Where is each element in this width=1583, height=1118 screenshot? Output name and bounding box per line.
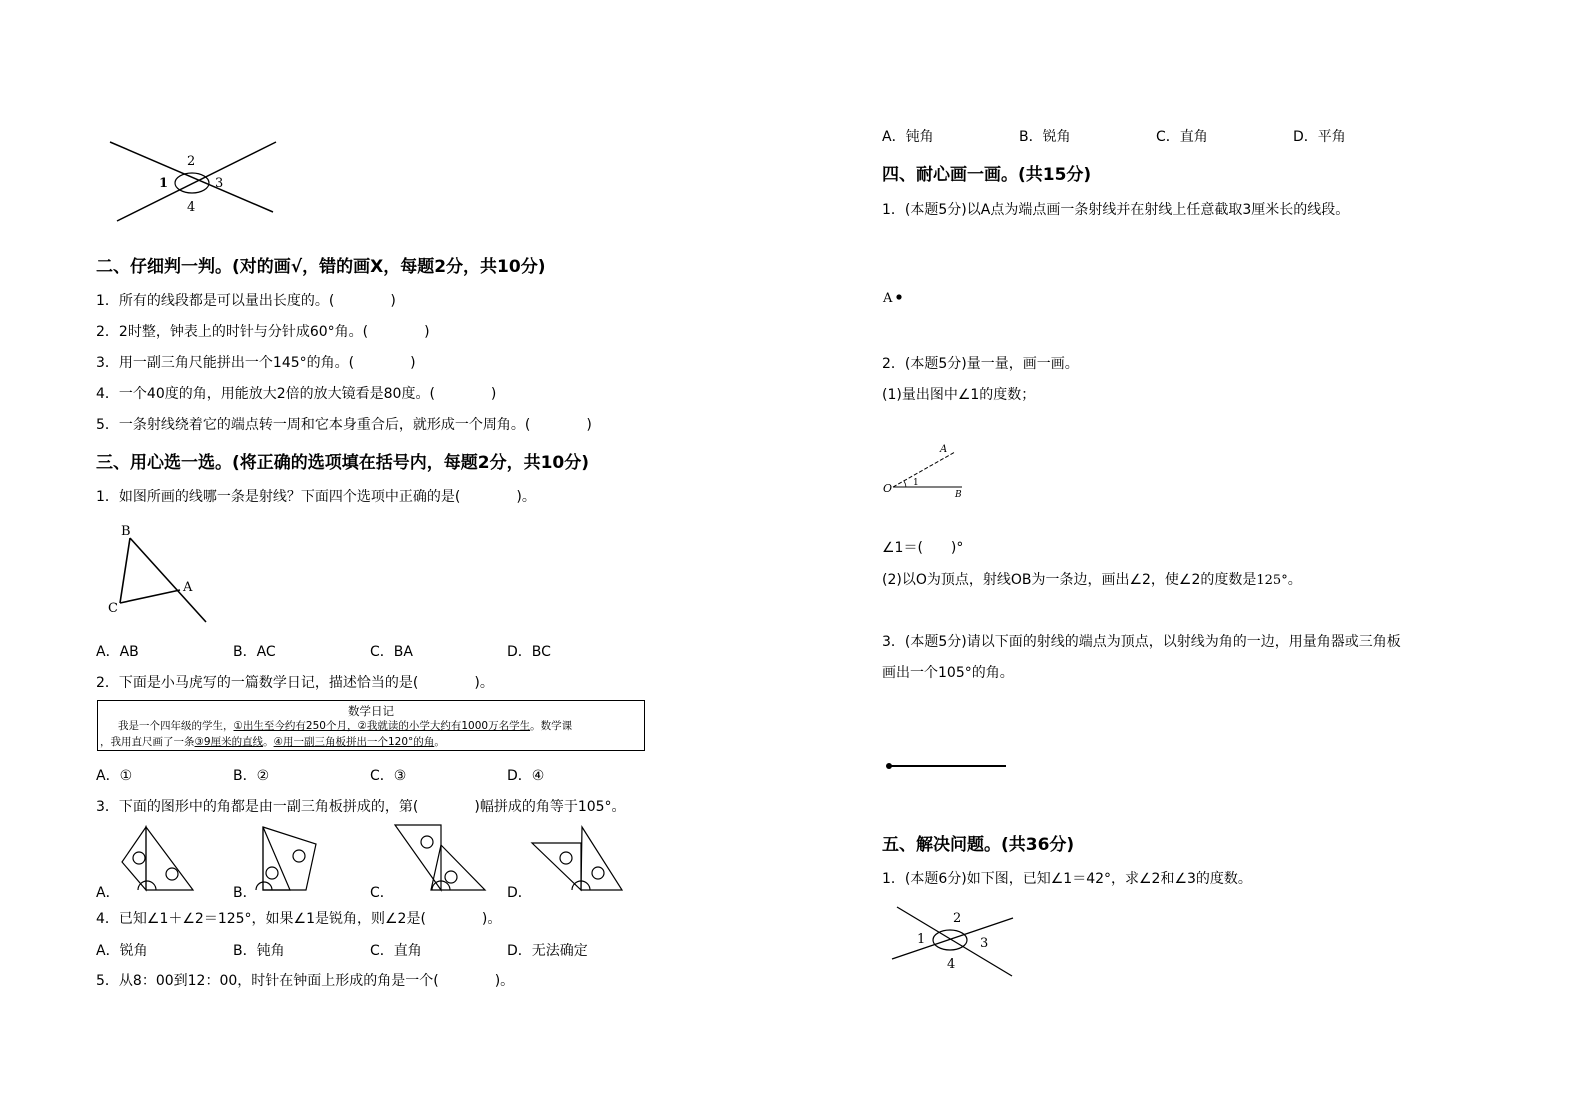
angle-label-3: 3 [215, 176, 224, 191]
point-label-a: A [183, 580, 193, 595]
q4-option-a: A．锐角 [96, 943, 148, 959]
diary-text: 。 [263, 736, 274, 748]
q3-option-a: A． [96, 885, 120, 901]
q3-option-b: B． [233, 885, 257, 901]
judge-item-4: 4．一个40度的角，用能放大2倍的放大镜看是80度。( ) [96, 386, 497, 402]
ray-label-b: B [955, 490, 962, 500]
diary-title: 数学日记 [348, 704, 394, 718]
angle-label-1: 1 [917, 932, 926, 947]
judge-item-3: 3．用一副三角尺能拼出一个145°的角。( ) [96, 355, 416, 371]
sub2-text: (2)以O为顶点，射线OB为一条边，画出∠2，使∠2的度数是 [882, 572, 1257, 588]
q1-option-a: A．AB [96, 644, 139, 660]
ray-label-a: A [940, 444, 948, 455]
angle-label-2: 2 [187, 154, 196, 169]
angle-label-2: 2 [953, 911, 962, 926]
diary-text: 。数学课 [530, 720, 573, 732]
diary-claim-4: ④用一副三角板拼出一个120°的角 [273, 736, 435, 748]
section-4-heading: 四、耐心画一画。(共15分) [882, 165, 1092, 185]
judge-item-5: 5．一条射线绕着它的端点转一周和它本身重合后，就形成一个周角。( ) [96, 417, 592, 433]
choice-q4-text: 4．已知∠1＋∠2＝125°，如果∠1是锐角，则∠2是( )。 [96, 911, 502, 927]
q2-option-d: D．④ [507, 768, 545, 784]
q4-option-d: D．无法确定 [507, 943, 588, 959]
q2-option-a: A．① [96, 768, 133, 784]
diary-claim-2: ②我就读的小学大约有1000万名学生 [357, 720, 531, 732]
diary-text: 我是一个四年级的学生， [118, 720, 234, 732]
angle-label-4: 4 [187, 200, 196, 215]
sub2-degree: 125° [1256, 573, 1288, 588]
angle-label-1: 1 [159, 176, 169, 191]
q4-option-b: B．钝角 [233, 943, 285, 959]
q2-option-c: C．③ [370, 768, 407, 784]
q5-option-b: B．锐角 [1019, 129, 1071, 145]
q4-option-c: C．直角 [370, 943, 422, 959]
diary-claim-1: ①出生至今约有250个月， [233, 720, 358, 732]
sub2-text: 。 [1287, 572, 1302, 588]
choice-q2-text: 2．下面是小马虎写的一篇数学日记，描述恰当的是( )。 [96, 675, 494, 691]
angle-label-4: 4 [947, 957, 956, 972]
point-label-c: C [108, 601, 118, 616]
q2-option-b: B．② [233, 768, 270, 784]
choice-q1-text: 1．如图所画的线哪一条是射线？下面四个选项中正确的是( )。 [96, 489, 536, 505]
diary-text: ，我用直尺画了一条 [100, 736, 195, 748]
angle-label-1: 1 [913, 478, 919, 488]
draw-q2-text: 2．(本题5分)量一量，画一画。 [882, 356, 1079, 372]
q5-option-a: A．钝角 [882, 129, 934, 145]
vertex-label-o: O [883, 482, 893, 495]
q1-option-d: D．BC [507, 644, 551, 660]
q5-option-c: C．直角 [1156, 129, 1208, 145]
q3-option-c: C． [370, 885, 394, 901]
q1-option-c: C．BA [370, 644, 413, 660]
q5-option-d: D．平角 [1293, 129, 1346, 145]
angle-label-3: 3 [980, 936, 989, 951]
draw-q1-text: 1．(本题5分)以A点为端点画一条射线并在射线上任意截取3厘米长的线段。 [882, 202, 1350, 218]
point-a-label: A [883, 291, 893, 306]
q3-option-d: D． [507, 885, 532, 901]
q1-option-b: B．AC [233, 644, 276, 660]
section-2-heading: 二、仔细判一判。(对的画√，错的画X，每题2分，共10分) [96, 257, 546, 277]
diary-claim-3: ③9厘米的直线 [194, 736, 264, 748]
angle-1-answer: ∠1＝( )° [882, 540, 964, 556]
judge-item-2: 2．2时整，钟表上的时针与分针成60°角。( ) [96, 324, 430, 340]
draw-q3-line-1: 3．(本题5分)请以下面的射线的端点为顶点，以射线为角的一边，用量角器或三角板 [882, 634, 1401, 650]
solve-q1-text: 1．(本题6分)如下图，已知∠1＝42°，求∠2和∠3的度数。 [882, 871, 1252, 887]
section-5-heading: 五、解决问题。(共36分) [882, 835, 1075, 855]
judge-item-1: 1．所有的线段都是可以量出长度的。( ) [96, 293, 396, 309]
draw-q2-sub1: (1)量出图中∠1的度数； [882, 387, 1036, 403]
choice-q5-text: 5．从8：00到12：00，时针在钟面上形成的角是一个( )。 [96, 973, 515, 989]
section-3-heading: 三、用心选一选。(将正确的选项填在括号内，每题2分，共10分) [96, 453, 590, 473]
point-label-b: B [121, 524, 131, 539]
diary-text: 。 [434, 736, 445, 748]
choice-q3-text: 3．下面的图形中的角都是由一副三角板拼成的，第( )幅拼成的角等于105°。 [96, 799, 626, 815]
draw-q3-line-2: 画出一个105°的角。 [882, 665, 1014, 681]
